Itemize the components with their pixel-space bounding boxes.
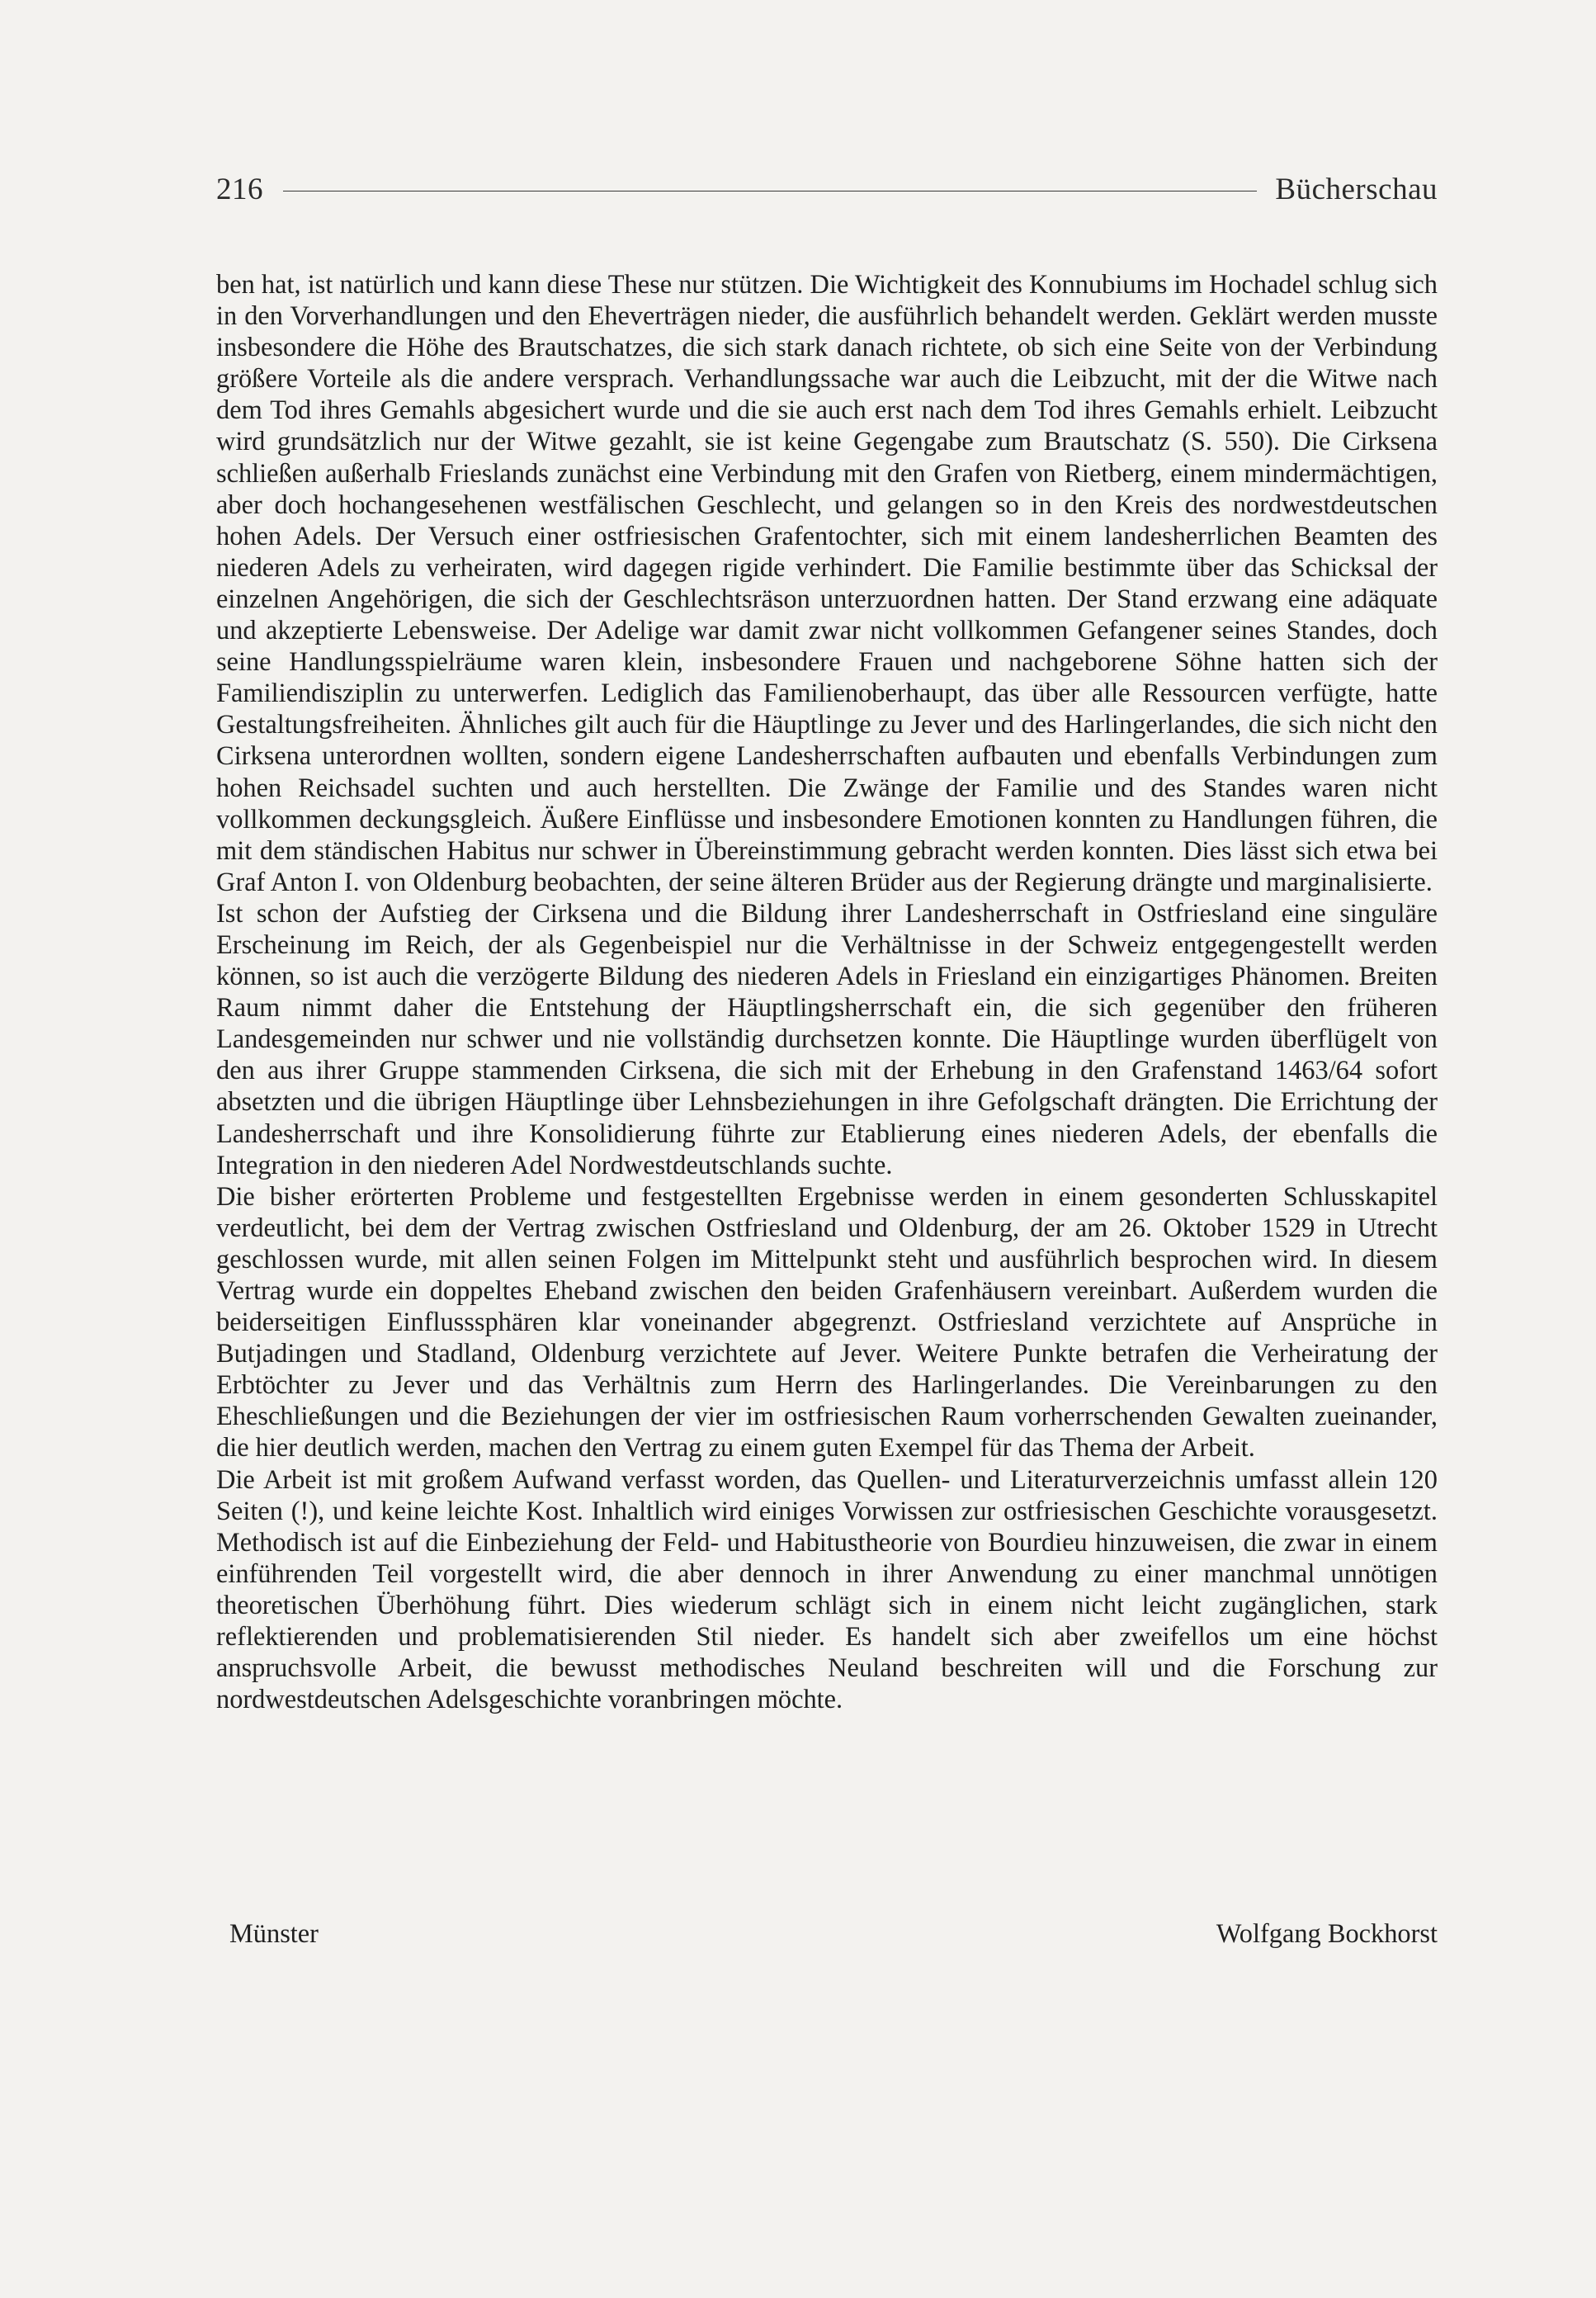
paragraph: Die bisher erörterten Probleme und festgestellten Ergebnisse werden in einem gesonderten Schlusskapitel verdeutlicht, bei dem der Vertrag zwischen Ostfriesland und Oldenburg, der am 26. Oktober 1529 in Utrecht geschlossen wurde, mit allen seinen Folgen im Mittelpunkt steht und ausführlich besprochen wird. In diesem Vertrag wurde ein doppeltes Eheband zwischen den beiden Grafenhäusern vereinbart. Außerdem wurden die beiderseitigen Einflusssphären klar voneinander abgegrenzt. Ostfriesland verzichtete auf Ansprüche in Butjadingen und Stadland, Oldenburg verzichtete auf Jever. Weitere Punkte betrafen die Verheiratung der Erbtöchter zu Jever und das Verhältnis zum Herrn des Harlingerlandes. Die Vereinbarungen zu den Eheschließungen und die Beziehungen der vier im ostfriesischen Raum vorherrschenden Gewalten zueinander, die hier deutlich werden, machen den Vertrag zu einem guten Exempel für das Thema der Arbeit. [216,1181,1438,1463]
signature-author: Wolfgang Bockhorst [1216,1919,1438,1949]
header-rule [283,191,1257,192]
paragraph: Ist schon der Aufstieg der Cirksena und die Bildung ihrer Landesherrschaft in Ostfriesland eine singuläre Erscheinung im Reich, der als Gegenbeispiel nur die Verhältnisse in der Schweiz entgegengestellt werden können, so ist auch die verzögerte Bildung des niederen Adels in Friesland ein einzigartiges Phänomen. Breiten Raum nimmt daher die Entstehung der Häuptlingsherrschaft ein, die sich gegenüber den früheren Landesgemeinden nur schwer und nie vollständig durchsetzen konnte. Die Häuptlinge wurden überflügelt von den aus ihrer Gruppe stammenden Cirksena, die sich mit der Erhebung in den Grafenstand 1463/64 sofort absetzten und die übrigen Häuptlinge über Lehnsbeziehungen in ihre Gefolgschaft drängten. Die Errichtung der Landesherrschaft und ihre Konsolidierung führte zur Etablierung eines niederen Adels, der ebenfalls die Integration in den niederen Adel Nordwestdeutschlands suchte. [216,898,1438,1180]
paragraph: ben hat, ist natürlich und kann diese These nur stützen. Die Wichtigkeit des Konnubiums im Hochadel schlug sich in den Vorverhandlungen und den Eheverträgen nieder, die ausführlich behandelt werden. Geklärt werden musste insbesondere die Höhe des Brautschatzes, die sich stark danach richtete, ob sich eine Seite von der Verbindung größere Vorteile als die andere versprach. Verhandlungssache war auch die Leibzucht, mit der die Witwe nach dem Tod ihres Gemahls abgesichert wurde und die sie auch erst nach dem Tod ihres Gemahls erhielt. Leibzucht wird grundsätzlich nur der Witwe gezahlt, sie ist keine Gegengabe zum Brautschatz (S. 550). Die Cirksena schließen außerhalb Frieslands zunächst eine Verbindung mit den Grafen von Rietberg, einem mindermächtigen, aber doch hochangesehenen westfälischen Geschlecht, und gelangen so in den Kreis des nordwestdeutschen hohen Adels. Der Versuch einer ostfriesischen Grafentochter, sich mit einem landesherrlichen Beamten des niederen Adels zu verheiraten, wird dagegen rigide verhindert. Die Familie bestimmte über das Schicksal der einzelnen Angehörigen, die sich der Geschlechtsräson unterzuordnen hatten. Der Stand erzwang eine adäquate und akzeptierte Lebensweise. Der Adelige war damit zwar nicht vollkommen Gefangener seines Standes, doch seine Handlungsspielräume waren klein, insbesondere Frauen und nachgeborene Söhne hatten sich der Familiendisziplin zu unterwerfen. Lediglich das Familienoberhaupt, das über alle Ressourcen verfügte, hatte Gestaltungsfreiheiten. Ähnliches gilt auch für die Häuptlinge zu Jever und des Harlingerlandes, die sich nicht den Cirksena unterordnen wollten, sondern eigene Landesherrschaften aufbauten und ebenfalls Verbindungen zum hohen Reichsadel suchten und auch herstellten. Die Zwänge der Familie und des Standes waren nicht vollkommen deckungsgleich. Äußere Einflüsse und insbesondere Emotionen konnten zu Handlungen führen, die mit dem ständischen Habitus nur schwer in Übereinstimmung gebracht werden konnten. Dies lässt sich etwa bei Graf Anton I. von Oldenburg beobachten, der seine älteren Brüder aus der Regierung drängte und marginalisierte. [216,270,1438,897]
signature-place: Münster [229,1919,319,1949]
review-signature [216,1918,1438,1950]
paragraph: Die Arbeit ist mit großem Aufwand verfasst worden, das Quellen- und Literaturverzeichnis umfasst allein 120 Seiten (!), und keine leichte Kost. Inhaltlich wird einiges Vorwissen zur ostfriesischen Geschichte vorausgesetzt. Methodisch ist auf die Einbeziehung der Feld- und Habitustheorie von Bourdieu hinzuweisen, die zwar in einem einführenden Teil vorgestellt wird, die aber dennoch in ihrer Anwendung zu einer manchmal unnötigen theoretischen Überhöhung führt. Dies wiederum schlägt sich in einem nicht leicht zugänglichen, stark reflektierenden und problematisierenden Stil nieder. Es handelt sich aber zweifellos um eine höchst anspruchsvolle Arbeit, die bewusst methodisches Neuland beschreiten will und die Forschung zur nordwestdeutschen Adelsgeschichte voranbringen möchte. [216,1464,1438,1715]
running-header [216,168,1438,210]
review-body [216,269,1438,1715]
running-title: Bücherschau [1275,172,1438,206]
page-number: 216 [216,172,263,206]
